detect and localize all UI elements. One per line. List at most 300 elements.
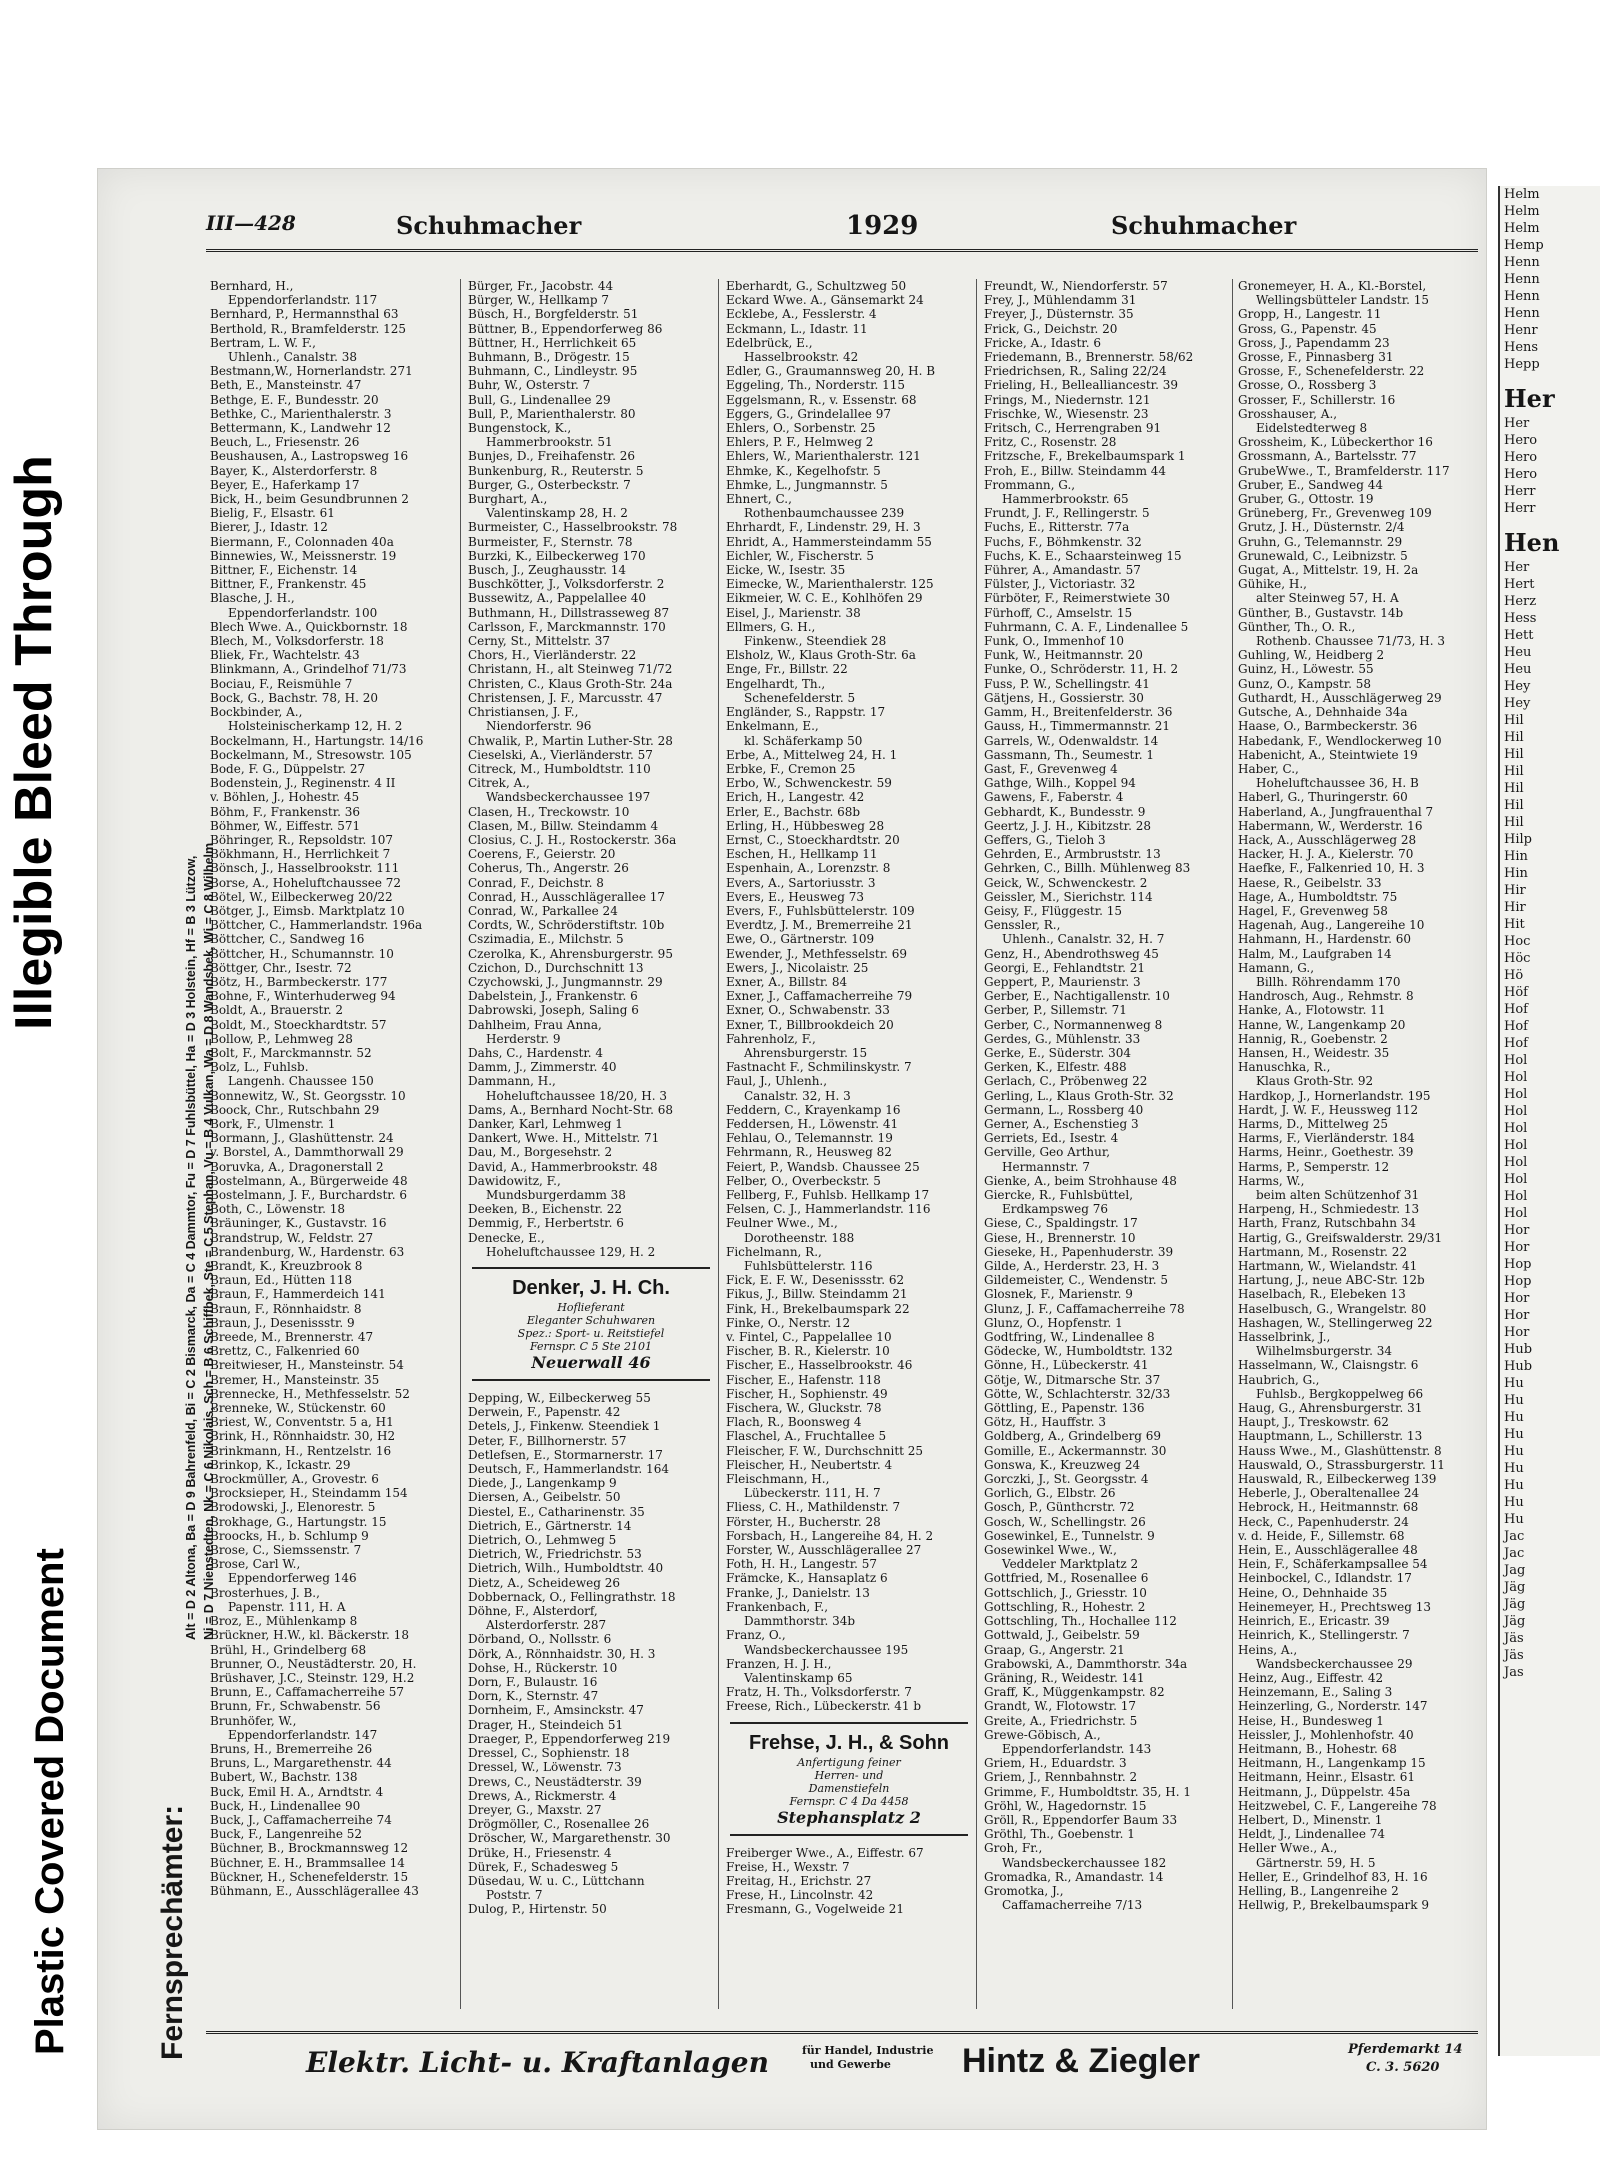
directory-entry: Grossmann, A., Bartelsstr. 77 — [1238, 449, 1417, 464]
ad-line2: Herren- und — [814, 1768, 884, 1782]
adjacent-page-fragment: Hof — [1504, 1002, 1528, 1017]
adjacent-page-fragment: Jac — [1504, 1546, 1525, 1561]
directory-entry: Bruns, L., Margarethenstr. 44 — [210, 1756, 392, 1771]
adjacent-page-fragment: Hor — [1504, 1240, 1530, 1255]
adjacent-page-fragment: Hil — [1504, 815, 1524, 830]
directory-entry: Buck, J., Caffamacherreihe 74 — [210, 1812, 392, 1827]
adjacent-page-fragment: Jas — [1504, 1665, 1524, 1680]
directory-entry: Billh. Röhrendamm 170 — [1256, 974, 1401, 989]
directory-entry: Dabelstein, J., Frankenstr. 6 — [468, 989, 638, 1004]
directory-entry: Habenicht, A., Steintwiete 19 — [1238, 747, 1418, 762]
directory-entry: Hage, A., Humboldtstr. 75 — [1238, 889, 1398, 904]
directory-entry: Fink, H., Brekelbaumspark 22 — [726, 1301, 910, 1316]
directory-entry: Erich, H., Langestr. 42 — [726, 790, 865, 805]
directory-entry: Franz, O., — [726, 1628, 786, 1643]
directory-entry: Bühmann, E., Ausschlägerallee 43 — [210, 1883, 419, 1898]
directory-entry: Czerolka, K., Ahrensburgerstr. 95 — [468, 946, 673, 961]
directory-entry: Gropp, H., Langestr. 11 — [1238, 307, 1382, 322]
directory-entry: Edler, G., Graumannsweg 20, H. B — [726, 364, 936, 379]
directory-entry: Hauss Wwe., M., Glashüttenstr. 8 — [1238, 1443, 1442, 1458]
directory-entry: Haber, C., — [1238, 761, 1299, 776]
adjacent-page-fragment: Hol — [1504, 1206, 1528, 1221]
directory-entry: Eisel, J., Marienstr. 38 — [726, 605, 861, 620]
directory-entry: Götje, W., Ditmarsche Str. 37 — [984, 1372, 1161, 1387]
directory-entry: Mundsburgerdamm 38 — [486, 1188, 626, 1202]
directory-entry: Gottschling, Th., Hochallee 112 — [984, 1614, 1177, 1629]
adjacent-page-fragment: Hil — [1504, 798, 1524, 813]
directory-entry: Frankenbach, F., — [726, 1599, 829, 1614]
adjacent-page-heading: Hen — [1504, 528, 1560, 557]
directory-entry: Finkenw., Steendiek 28 — [744, 634, 887, 649]
directory-entry: Geissler, M., Sierichstr. 114 — [984, 889, 1153, 904]
directory-entry: Büttner, B., Eppendorferweg 86 — [468, 321, 663, 336]
adjacent-page-fragment: Hir — [1504, 883, 1526, 898]
directory-entry: Dietrich, O., Lehmweg 5 — [468, 1533, 617, 1548]
directory-entry: Espenhain, A., Lorenzstr. 8 — [726, 861, 891, 876]
directory-entry: Grimme, F., Humboldtstr. 35, H. 1 — [984, 1784, 1192, 1799]
directory-entry: Eggers, G., Grindelallee 97 — [726, 406, 891, 421]
directory-entry: Gerling, L., Klaus Groth-Str. 32 — [984, 1088, 1174, 1103]
directory-entry: Gottschling, R., Hohestr. 2 — [984, 1599, 1146, 1614]
directory-entry: Cszimadia, E., Milchstr. 5 — [468, 932, 624, 947]
directory-entry: Guthardt, H., Ausschlägerweg 29 — [1238, 690, 1442, 705]
directory-entry: Herderstr. 9 — [486, 1031, 561, 1046]
directory-entry: Fratz, H. Th., Volksdorferstr. 7 — [726, 1685, 912, 1700]
directory-entry: Buhmann, C., Lindleystr. 95 — [468, 364, 638, 379]
directory-entry: Burger, G., Osterbeckstr. 7 — [468, 477, 631, 492]
directory-entry: Grunewald, C., Leibnizstr. 5 — [1238, 548, 1408, 563]
directory-entry: Hauswald, R., Eilbeckerweg 139 — [1238, 1472, 1437, 1487]
directory-entry: Gerber, E., Nachtigallenstr. 10 — [984, 989, 1170, 1004]
directory-entry: Deutsch, F., Hammerlandstr. 164 — [468, 1462, 669, 1477]
directory-entry: Beushausen, A., Lastropsweg 16 — [210, 449, 409, 464]
directory-entry: Hermannstr. 7 — [1002, 1159, 1090, 1174]
directory-entry: Clasen, H., Treckowstr. 10 — [468, 804, 630, 819]
directory-entry: Coerens, F., Geierstr. 20 — [468, 847, 616, 862]
directory-entry: Brennecke, H., Methfesselstr. 52 — [210, 1386, 410, 1401]
adjacent-page-fragment: Hu — [1504, 1393, 1524, 1408]
directory-entry: Christensen, J. F., Marcusstr. 47 — [468, 690, 663, 705]
directory-entry: Harms, D., Mittelweg 25 — [1238, 1116, 1389, 1131]
ad-line2: Eleganter Schuhwaren — [526, 1314, 656, 1328]
directory-entry: Gehrden, E., Armbruststr. 13 — [984, 847, 1161, 862]
directory-entry: Brocksieper, H., Steindamm 154 — [210, 1486, 408, 1501]
directory-entry: Wandsbeckerchaussee 197 — [486, 790, 651, 805]
directory-entry: Faul, J., Uhlenh., — [726, 1074, 828, 1089]
directory-entry: Brockmüller, A., Grovestr. 6 — [210, 1472, 379, 1487]
directory-entry: Harms, P., Semperstr. 12 — [1238, 1159, 1390, 1174]
directory-entry: Bötz, H., Barmbeckerstr. 177 — [210, 974, 388, 989]
directory-entry: Hein, F., Schäferkampsallee 54 — [1238, 1557, 1428, 1572]
directory-entry: Braun, F., Hammerdeich 141 — [210, 1287, 386, 1302]
directory-entry: Exner, A., Billstr. 84 — [726, 974, 848, 989]
directory-entry: Bürger, W., Hellkamp 7 — [468, 293, 609, 308]
adjacent-page-fragment: Hop — [1504, 1257, 1532, 1272]
directory-entry: Cerny, St., Mittelstr. 37 — [468, 634, 611, 649]
directory-entry: Froh, E., Billw. Steindamm 44 — [984, 463, 1167, 478]
directory-entry: Bubert, W., Bachstr. 138 — [210, 1770, 358, 1785]
directory-entry: Enge, Fr., Billstr. 22 — [726, 662, 848, 677]
directory-entry: Buck, H., Lindenallee 90 — [210, 1798, 361, 1813]
directory-entry: Brinkmann, H., Rentzelstr. 16 — [210, 1443, 392, 1458]
directory-entry: Papenstr. 111, H. A — [228, 1599, 346, 1614]
directory-entry: Bockelmann, M., Stresowstr. 105 — [210, 747, 412, 762]
directory-entry: Drager, H., Steindeich 51 — [468, 1717, 624, 1732]
directory-entry: Langenh. Chaussee 150 — [228, 1074, 374, 1089]
directory-entry: Frey, J., Mühlendamm 31 — [984, 293, 1137, 308]
directory-entry: Haase, O., Barmbeckerstr. 36 — [1238, 719, 1418, 734]
directory-entry: Exner, O., Schwabenstr. 33 — [726, 1003, 890, 1018]
directory-entry: Bötger, J., Eimsb. Marktplatz 10 — [210, 903, 405, 918]
directory-entry: Veddeler Marktplatz 2 — [1002, 1557, 1139, 1572]
adjacent-page-fragment: Hey — [1504, 696, 1531, 711]
directory-entry: Conrad, W., Parkallee 24 — [468, 903, 618, 918]
adjacent-page-fragment: Hol — [1504, 1121, 1528, 1136]
directory-entry: Franzen, H. J. H., — [726, 1656, 832, 1671]
directory-entry: Ehrhardt, F., Lindenstr. 29, H. 3 — [726, 520, 921, 535]
directory-entry: Bliek, Fr., Wachtelstr. 43 — [210, 648, 360, 663]
directory-entry: Fleischer, H., Neubertstr. 4 — [726, 1457, 893, 1472]
directory-entry: Büchner, E. H., Brammsallee 14 — [210, 1855, 405, 1870]
directory-entry: Wellingsbütteler Landstr. 15 — [1256, 293, 1430, 308]
directory-entry: Bodenstein, J., Reginenstr. 4 II — [210, 776, 396, 791]
directory-entry: Dohse, H., Rückerstr. 10 — [468, 1660, 618, 1675]
directory-entry: Fichelmann, R., — [726, 1244, 822, 1259]
adjacent-page-fragment: Höf — [1504, 985, 1528, 1000]
adjacent-page-fragment: Jac — [1504, 1529, 1525, 1544]
directory-entry: Gerner, A., Eschenstieg 3 — [984, 1116, 1139, 1131]
directory-entry: Bittner, F., Frankenstr. 45 — [210, 577, 367, 592]
directory-entry: Fritsch, C., Herrengraben 91 — [984, 421, 1162, 436]
adjacent-page-fragment: Herr — [1504, 484, 1536, 499]
directory-entry: Ernst, C., Stoeckhardtstr. 20 — [726, 832, 900, 847]
directory-entry: Grewe-Göbisch, A., — [984, 1727, 1101, 1742]
directory-entry: Bormann, J., Glashüttenstr. 24 — [210, 1131, 394, 1146]
directory-entry: Buhr, W., Osterstr. 7 — [468, 378, 591, 393]
directory-entry: Dabrowski, Joseph, Saling 6 — [468, 1003, 639, 1018]
directory-entry: Brink, H., Rönnhaidstr. 30, H2 — [210, 1429, 396, 1444]
directory-entry: Drögmöller, C., Rosenallee 26 — [468, 1817, 650, 1832]
directory-entry: Heitzwebel, C. F., Langereihe 78 — [1238, 1798, 1437, 1813]
adjacent-page-fragment: Her — [1504, 416, 1530, 431]
directory-entry: Haubrich, G., — [1238, 1372, 1320, 1387]
directory-entry: Harth, Franz, Rutschbahn 34 — [1238, 1216, 1417, 1231]
directory-entry: Erbe, A., Mittelweg 24, H. 1 — [726, 747, 898, 762]
directory-entry: Hasselmann, W., Claisngstr. 6 — [1238, 1358, 1419, 1373]
adjacent-page-fragment: Henn — [1504, 255, 1540, 270]
directory-entry: Dressel, W., Löwenstr. 73 — [468, 1760, 622, 1775]
directory-entry: Götz, H., Hauffstr. 3 — [984, 1415, 1107, 1430]
directory-entry: Brokhage, G., Hartungstr. 15 — [210, 1514, 387, 1529]
directory-entry: Godtfring, W., Lindenallee 8 — [984, 1330, 1155, 1345]
directory-entry: Heinbockel, C., Idlandstr. 17 — [1238, 1571, 1412, 1586]
directory-entry: Lübeckerstr. 111, H. 7 — [744, 1486, 881, 1501]
directory-entry: Brunn, Fr., Schwabenstr. 56 — [210, 1699, 381, 1714]
directory-entry: Dörk, A., Rönnhaidstr. 30, H. 3 — [468, 1646, 656, 1661]
directory-entry: Genz, H., Abendrothsweg 45 — [984, 946, 1159, 961]
directory-entry: Foth, H. H., Langestr. 57 — [726, 1557, 878, 1572]
directory-entry: Eppendorferlandstr. 100 — [228, 605, 378, 620]
footer-ad-small-text: und Gewerbe — [810, 2058, 891, 2071]
directory-entry: Guinz, H., Löwestr. 55 — [1238, 662, 1374, 677]
directory-entry: Brettz, C., Falkenried 60 — [210, 1344, 360, 1359]
directory-entry: Rothenbaumchaussee 239 — [744, 506, 905, 521]
directory-entry: Hashagen, W., Stellingerweg 22 — [1238, 1315, 1433, 1330]
directory-entry: v. Borstel, A., Dammthorwall 29 — [210, 1145, 404, 1160]
directory-entry: Eppendorferlandstr. 117 — [228, 293, 378, 308]
directory-entry: Böttcher, C., Sandweg 16 — [210, 932, 365, 947]
directory-entry: Gerdes, G., Mühlenstr. 33 — [984, 1031, 1141, 1046]
directory-entry: Frick, G., Deichstr. 20 — [984, 321, 1118, 336]
directory-entry: Heberle, J., Oberaltenallee 24 — [1238, 1486, 1420, 1501]
footer-ad-firm: Hintz & Ziegler — [962, 2042, 1201, 2080]
directory-entry: Diersen, A., Geibelstr. 50 — [468, 1490, 621, 1505]
directory-entry: Hauswald, O., Strassburgerstr. 11 — [1238, 1457, 1445, 1472]
adjacent-page-fragment: Henn — [1504, 289, 1540, 304]
directory-entry: Gugat, A., Mittelstr. 19, H. 2a — [1238, 563, 1419, 578]
directory-entry: Gauss, H., Timmermannstr. 21 — [984, 719, 1171, 734]
directory-entry: Hasselbrookstr. 42 — [744, 350, 859, 365]
directory-entry: Hansen, H., Weidestr. 35 — [1238, 1045, 1390, 1060]
header-left-title: Schuhmacher — [396, 211, 582, 240]
directory-entry: Deeken, B., Eichenstr. 22 — [468, 1202, 622, 1217]
directory-entry: Grabowski, A., Dammthorstr. 34a — [984, 1656, 1188, 1671]
directory-entry: Breede, M., Brennerstr. 47 — [210, 1330, 374, 1345]
directory-entry: Gorlich, G., Elbstr. 26 — [984, 1486, 1116, 1501]
directory-entry: Heller, E., Grindelhof 83, H. 16 — [1238, 1869, 1428, 1884]
directory-entry: Gerber, C., Normannenweg 8 — [984, 1017, 1163, 1032]
directory-entry: Christen, C., Klaus Groth-Str. 24a — [468, 676, 673, 691]
directory-entry: Eicke, W., Isestr. 35 — [726, 563, 846, 578]
directory-entry: Böttger, Chr., Isestr. 72 — [210, 960, 352, 975]
directory-entry: Bollow, P., Lehmweg 28 — [210, 1031, 353, 1046]
adjacent-page-fragment: Henn — [1504, 306, 1540, 321]
directory-entry: Eckard Wwe. A., Gänsemarkt 24 — [726, 293, 924, 308]
directory-entry: Heitmann, H., Langenkamp 15 — [1238, 1756, 1426, 1771]
directory-entry: Brunhöfer, W., — [210, 1713, 297, 1728]
directory-entry: Gromadka, R., Amandastr. 14 — [984, 1869, 1164, 1884]
directory-entry: Habermann, W., Werderstr. 16 — [1238, 818, 1423, 833]
directory-entry: Gottwald, J., Geibelstr. 59 — [984, 1628, 1140, 1643]
adjacent-page-fragment: Hof — [1504, 1036, 1528, 1051]
directory-entry: Habedank, F., Wendlockerweg 10 — [1238, 733, 1442, 748]
adjacent-page-fragment: Hop — [1504, 1274, 1532, 1289]
directory-entry: Braun, F., Rönnhaidstr. 8 — [210, 1301, 362, 1316]
adjacent-page-fragment: Hol — [1504, 1155, 1528, 1170]
adjacent-page-fragment: Heu — [1504, 645, 1532, 660]
directory-entry: Buck, Emil H. A., Arndtstr. 4 — [210, 1784, 384, 1799]
directory-entry: Gosch, P., Günthcrstr. 72 — [984, 1500, 1135, 1515]
directory-entry: Dietrich, W., Friedrichstr. 53 — [468, 1547, 642, 1562]
ad-line3: Damenstiefeln — [808, 1781, 890, 1795]
column-divider — [718, 279, 719, 2009]
directory-entry: Frommann, G., — [984, 477, 1076, 492]
directory-entry: Freise, H., Wexstr. 7 — [726, 1859, 850, 1874]
directory-entry: Grosser, F., Schillerstr. 16 — [1238, 392, 1396, 407]
directory-entry: Fuhrmann, C. A. F., Lindenallee 5 — [984, 619, 1189, 634]
directory-entry: Helbert, D., Minenstr. 1 — [1238, 1812, 1383, 1827]
directory-entry: Uhlenh., Canalstr. 38 — [228, 350, 358, 365]
directory-entry: Geffers, G., Tieloh 3 — [984, 832, 1106, 847]
directory-entry: Poststr. 7 — [486, 1888, 543, 1903]
directory-entry: Gawens, F., Faberstr. 4 — [984, 790, 1124, 805]
directory-entry: Grosshauser, A., — [1238, 406, 1338, 421]
directory-entry: Geisy, F., Flüggestr. 15 — [984, 903, 1123, 918]
directory-entry: Draeger, P., Eppendorferweg 219 — [468, 1731, 671, 1746]
directory-entry: Bettermann, K., Landwehr 12 — [210, 421, 391, 436]
directory-entry: Ewe, O., Gärtnerstr. 109 — [726, 932, 875, 947]
directory-entry: Valentinskamp 28, H. 2 — [486, 506, 628, 521]
ad-line4: Fernspr. C 4 Da 4458 — [789, 1794, 909, 1808]
directory-entry: Eikmeier, W. C. E., Kohlhöfen 29 — [726, 591, 923, 606]
directory-column-4 — [984, 279, 1230, 2009]
directory-entry: Fischer, E., Hafenstr. 118 — [726, 1372, 881, 1387]
directory-entry: Hack, A., Ausschlägerweg 28 — [1238, 832, 1417, 847]
directory-entry: alter Steinweg 57, H. A — [1256, 591, 1399, 606]
directory-entry: Busch, J., Zeughausstr. 14 — [468, 563, 627, 578]
directory-entry: Frischke, W., Wiesenstr. 23 — [984, 406, 1149, 421]
directory-entry: Gruber, E., Sandweg 44 — [1238, 477, 1384, 492]
directory-entry: Heinzemann, E., Saling 3 — [1238, 1685, 1393, 1700]
directory-entry: Hartig, G., Greifswalderstr. 29/31 — [1238, 1230, 1443, 1245]
directory-entry: Bethke, C., Marienthalerstr. 3 — [210, 406, 392, 421]
directory-entry: Böhringer, R., Repsoldstr. 107 — [210, 832, 394, 847]
directory-entry: Boock, Chr., Rutschbahn 29 — [210, 1102, 380, 1117]
directory-entry: Buck, F., Langenreihe 52 — [210, 1827, 363, 1842]
adjacent-page-fragment: Helm — [1504, 204, 1540, 219]
directory-entry: Brinkop, K., Ickastr. 29 — [210, 1457, 351, 1472]
adjacent-page-fragment: Hil — [1504, 747, 1524, 762]
directory-entry: Braun, Ed., Hütten 118 — [210, 1273, 353, 1288]
directory-entry: Czychowski, J., Jungmannstr. 29 — [468, 974, 663, 989]
directory-entry: Heise, H., Bundesweg 1 — [1238, 1713, 1384, 1728]
directory-entry: Gienke, A., beim Strohhause 48 — [984, 1173, 1177, 1188]
directory-entry: Götte, W., Schlachterstr. 32/33 — [984, 1386, 1171, 1401]
directory-column-3 — [726, 279, 972, 2009]
directory-entry: Heinemeyer, H., Prechtsweg 13 — [1238, 1599, 1432, 1614]
adjacent-page-fragment: Hoc — [1504, 934, 1531, 949]
directory-entry: Frundt, J. F., Rellingerstr. 5 — [984, 506, 1150, 521]
directory-entry: Heinzerling, G., Norderstr. 147 — [1238, 1699, 1428, 1714]
directory-entry: Boldt, M., Stoeckhardtstr. 57 — [210, 1017, 387, 1032]
directory-entry: Edelbrück, E., — [726, 335, 813, 350]
directory-entry: Coherus, Th., Angerstr. 26 — [468, 861, 629, 876]
adjacent-page-fragment: Hor — [1504, 1325, 1530, 1340]
adjacent-page-fragment: Helm — [1504, 187, 1540, 202]
directory-entry: Bremer, H., Mansteinstr. 35 — [210, 1372, 380, 1387]
directory-entry: Fürböter, F., Reimerstwiete 30 — [984, 591, 1170, 606]
directory-entry: Dressel, C., Sophienstr. 18 — [468, 1746, 630, 1761]
directory-entry: beim alten Schützenhof 31 — [1256, 1188, 1420, 1202]
adjacent-page-fragment: Hol — [1504, 1138, 1528, 1153]
directory-entry: Fehrmann, R., Heusweg 82 — [726, 1145, 892, 1160]
ad-name: Denker, J. H. Ch. — [512, 1277, 670, 1300]
directory-entry: Heitmann, J., Düppelstr. 45a — [1238, 1784, 1411, 1799]
directory-entry: Bökhmann, H., Herrlichkeit 7 — [210, 847, 391, 862]
directory-entry: Brenneke, W., Stückenstr. 60 — [210, 1401, 386, 1416]
directory-entry: Brosterhues, J. B., — [210, 1585, 320, 1600]
directory-entry: Gilde, A., Herderstr. 23, H. 3 — [984, 1259, 1160, 1274]
directory-entry: Bayer, K., Alsterdorferstr. 8 — [210, 463, 378, 478]
directory-entry: Frieling, H., Bellealliancestr. 39 — [984, 378, 1178, 393]
directory-entry: Hanke, A., Flotowstr. 11 — [1238, 1003, 1386, 1018]
directory-entry: Rothenb. Chaussee 71/73, H. 3 — [1256, 634, 1446, 649]
directory-entry: Burmeister, F., Sternstr. 78 — [468, 534, 633, 549]
directory-entry: Haselbach, R., Elebeken 13 — [1238, 1287, 1406, 1302]
directory-entry: Fricke, A., Idastr. 6 — [984, 335, 1101, 350]
directory-entry: Bostelmann, A., Bürgerweide 48 — [210, 1173, 408, 1188]
header-year: 1929 — [846, 211, 919, 241]
directory-entry: Boruvka, A., Dragonerstall 2 — [210, 1159, 384, 1174]
directory-entry: Grosse, O., Rossberg 3 — [1238, 378, 1377, 393]
directory-entry: Braun, J., Desenissstr. 9 — [210, 1315, 355, 1330]
directory-entry: Fritz, C., Rosenstr. 28 — [984, 435, 1117, 450]
plastic-covered-label: Plastic Covered Document — [28, 1548, 72, 2055]
column-divider — [976, 279, 977, 2009]
directory-entry: Erler, E., Bachstr. 68b — [726, 804, 861, 819]
directory-entry: Eimecke, W., Marienthalerstr. 125 — [726, 577, 934, 592]
directory-entry: Brose, Carl W., — [210, 1557, 301, 1572]
page-number: III—428 — [206, 211, 296, 235]
directory-entry: Wandsbeckerchaussee 182 — [1002, 1855, 1167, 1870]
directory-entry: Wilhelmsburgerstr. 34 — [1256, 1344, 1392, 1359]
directory-entry: Eichler, W., Fischerstr. 5 — [726, 548, 874, 563]
directory-entry: Friedrichsen, R., Saling 22/24 — [984, 364, 1167, 379]
directory-entry: Freyer, J., Düsternstr. 35 — [984, 307, 1134, 322]
adjacent-page-fragment: Hilp — [1504, 832, 1532, 847]
directory-entry: Christiansen, J. F., — [468, 705, 579, 720]
directory-entry: Gerville, Geo Arthur, — [984, 1145, 1111, 1160]
footer-ad-phone: C. 3. 5620 — [1366, 2060, 1440, 2075]
directory-entry: Bostelmann, J. F., Burchardstr. 6 — [210, 1188, 407, 1202]
directory-entry: Hanne, W., Langenkamp 20 — [1238, 1017, 1406, 1032]
directory-entry: Funk, W., Heitmannstr. 20 — [984, 648, 1143, 663]
directory-entry: Giese, H., Brennerstr. 10 — [984, 1230, 1136, 1245]
directory-entry: Dietz, A., Scheideweg 26 — [468, 1575, 620, 1590]
directory-entry: Bierer, J., Idastr. 12 — [210, 520, 328, 535]
adjacent-page-fragment: Hol — [1504, 1189, 1528, 1204]
directory-entry: Dorn, F., Bulaustr. 16 — [468, 1675, 598, 1690]
directory-entry: Fleischer, F. W., Durchschnitt 25 — [726, 1443, 924, 1458]
directory-entry: Bräuninger, K., Gustavstr. 16 — [210, 1216, 387, 1231]
directory-entry: v. Fintel, C., Pappelallee 10 — [726, 1330, 892, 1345]
directory-entry: Gätjens, H., Gossierstr. 30 — [984, 690, 1144, 705]
directory-entry: Ehridt, A., Hammersteindamm 55 — [726, 534, 932, 549]
adjacent-page-fragment: Hol — [1504, 1087, 1528, 1102]
directory-entry: Haberland, A., Jungfrauenthal 7 — [1238, 804, 1434, 819]
directory-entry: Dröscher, W., Margarethenstr. 30 — [468, 1831, 671, 1846]
directory-entry: Buschkötter, J., Volksdorferstr. 2 — [468, 577, 665, 592]
header-right-title: Schuhmacher — [1111, 211, 1297, 240]
directory-entry: Fehlau, O., Telemannstr. 19 — [726, 1131, 893, 1146]
directory-entry: Bönsch, J., Hasselbrookstr. 111 — [210, 861, 400, 876]
directory-entry: Buthmann, H., Dillstrasseweg 87 — [468, 605, 670, 620]
directory-entry: Gronemeyer, H. A., Kl.-Borstel, — [1238, 279, 1427, 293]
directory-entry: Berthold, R., Bramfelderstr. 125 — [210, 321, 406, 336]
directory-entry: Glosnek, F., Marienstr. 9 — [984, 1287, 1133, 1302]
directory-entry: Ewers, J., Nicolaistr. 25 — [726, 960, 869, 975]
adjacent-page-fragment: Herr — [1504, 501, 1536, 516]
adjacent-page-fragment: Hu — [1504, 1410, 1524, 1425]
footer-ad-slogan: Elektr. Licht- u. Kraftanlagen — [306, 2046, 769, 2079]
directory-entry: Bull, G., Lindenallee 29 — [468, 392, 611, 407]
directory-entry: Gieseke, H., Papenhuderstr. 39 — [984, 1244, 1174, 1259]
directory-entry: Hellwig, P., Brekelbaumspark 9 — [1238, 1898, 1430, 1913]
directory-entry: Haug, G., Ahrensburgerstr. 31 — [1238, 1401, 1423, 1416]
page-header — [206, 209, 1478, 252]
directory-entry: Burghart, A., — [468, 492, 548, 507]
directory-entry: Denecke, E., — [468, 1230, 545, 1245]
